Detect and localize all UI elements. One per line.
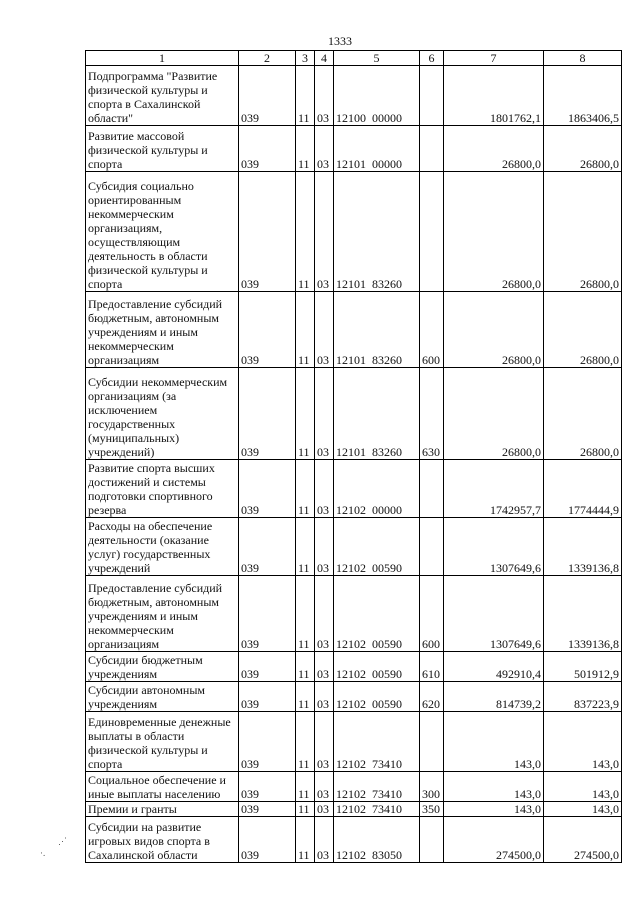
expense-type-cell: 350 xyxy=(420,802,444,817)
admin-code-cell: 039 xyxy=(239,682,296,712)
table-row xyxy=(86,460,622,518)
expense-type-cell xyxy=(420,66,444,126)
section-cell: 11 xyxy=(296,652,315,682)
table-row xyxy=(86,368,622,460)
admin-code-cell: 039 xyxy=(239,126,296,172)
header-cell: 5 xyxy=(334,51,420,66)
row-name-cell: Субсидии автономным учреждениям xyxy=(86,682,239,712)
row-name-cell: Субсидии бюджетным учреждениям xyxy=(86,652,239,682)
table-row xyxy=(86,772,622,802)
row-name-cell: Социальное обеспечение и иные выплаты населению xyxy=(86,772,239,802)
subsection-cell: 03 xyxy=(315,712,334,772)
header-row xyxy=(86,51,622,66)
section-cell: 11 xyxy=(296,172,315,292)
amount-year2-cell: 26800,0 xyxy=(544,172,622,292)
target-article-cell: 12102 83050 xyxy=(334,817,420,863)
admin-code-cell: 039 xyxy=(239,576,296,652)
section-cell: 11 xyxy=(296,772,315,802)
target-article-cell: 12102 73410 xyxy=(334,802,420,817)
admin-code-cell: 039 xyxy=(239,712,296,772)
target-article-cell: 12102 73410 xyxy=(334,712,420,772)
amount-year1-cell: 1801762,1 xyxy=(444,66,544,126)
row-name-cell: Предоставление субсидий бюджетным, автономным учреждениям и иным некоммерческим организациям xyxy=(86,292,239,368)
target-article-cell: 12102 00590 xyxy=(334,682,420,712)
table-row xyxy=(86,712,622,772)
amount-year2-cell: 143,0 xyxy=(544,772,622,802)
section-cell: 11 xyxy=(296,66,315,126)
page-number: 1333 xyxy=(328,34,352,48)
amount-year1-cell: 814739,2 xyxy=(444,682,544,712)
subsection-cell: 03 xyxy=(315,652,334,682)
amount-year2-cell: 143,0 xyxy=(544,712,622,772)
target-article-cell: 12101 83260 xyxy=(334,292,420,368)
budget-table xyxy=(85,50,622,863)
table-row xyxy=(86,126,622,172)
scan-artifact: ⋰ xyxy=(58,836,67,846)
header-cell: 1 xyxy=(86,51,239,66)
expense-type-cell xyxy=(420,817,444,863)
admin-code-cell: 039 xyxy=(239,518,296,576)
section-cell: 11 xyxy=(296,802,315,817)
subsection-cell: 03 xyxy=(315,172,334,292)
amount-year1-cell: 1742957,7 xyxy=(444,460,544,518)
amount-year1-cell: 143,0 xyxy=(444,712,544,772)
expense-type-cell xyxy=(420,172,444,292)
admin-code-cell: 039 xyxy=(239,292,296,368)
amount-year2-cell: 143,0 xyxy=(544,802,622,817)
target-article-cell: 12101 83260 xyxy=(334,172,420,292)
amount-year1-cell: 26800,0 xyxy=(444,368,544,460)
header-cell: 2 xyxy=(239,51,296,66)
admin-code-cell: 039 xyxy=(239,817,296,863)
subsection-cell: 03 xyxy=(315,802,334,817)
row-name-cell: Предоставление субсидий бюджетным, автономным учреждениям и иным некоммерческим организациям xyxy=(86,576,239,652)
section-cell: 11 xyxy=(296,460,315,518)
amount-year2-cell: 501912,9 xyxy=(544,652,622,682)
amount-year2-cell: 26800,0 xyxy=(544,368,622,460)
table-row xyxy=(86,817,622,863)
amount-year1-cell: 1307649,6 xyxy=(444,576,544,652)
admin-code-cell: 039 xyxy=(239,368,296,460)
subsection-cell: 03 xyxy=(315,292,334,368)
table-row xyxy=(86,576,622,652)
amount-year2-cell: 1339136,8 xyxy=(544,518,622,576)
row-name-cell: Подпрограмма "Развитие физической культуры и спорта в Сахалинской области" xyxy=(86,66,239,126)
admin-code-cell: 039 xyxy=(239,652,296,682)
amount-year2-cell: 1339136,8 xyxy=(544,576,622,652)
section-cell: 11 xyxy=(296,292,315,368)
amount-year1-cell: 274500,0 xyxy=(444,817,544,863)
expense-type-cell xyxy=(420,518,444,576)
table-row xyxy=(86,66,622,126)
row-name-cell: Субсидии некоммерческим организациям (за исключением государственных (муниципальных) учреждений) xyxy=(86,368,239,460)
amount-year1-cell: 26800,0 xyxy=(444,172,544,292)
header-cell: 8 xyxy=(544,51,622,66)
target-article-cell: 12102 00000 xyxy=(334,460,420,518)
target-article-cell: 12102 00590 xyxy=(334,518,420,576)
subsection-cell: 03 xyxy=(315,682,334,712)
subsection-cell: 03 xyxy=(315,772,334,802)
table-row xyxy=(86,802,622,817)
target-article-cell: 12102 73410 xyxy=(334,772,420,802)
row-name-cell: Субсидии на развитие игровых видов спорта в Сахалинской области xyxy=(86,817,239,863)
table-row xyxy=(86,292,622,368)
target-article-cell: 12102 00590 xyxy=(334,652,420,682)
section-cell: 11 xyxy=(296,712,315,772)
expense-type-cell xyxy=(420,126,444,172)
subsection-cell: 03 xyxy=(315,460,334,518)
row-name-cell: Премии и гранты xyxy=(86,802,239,817)
expense-type-cell: 610 xyxy=(420,652,444,682)
expense-type-cell xyxy=(420,460,444,518)
header-cell: 6 xyxy=(420,51,444,66)
expense-type-cell: 620 xyxy=(420,682,444,712)
subsection-cell: 03 xyxy=(315,368,334,460)
header-cell: 7 xyxy=(444,51,544,66)
table-row xyxy=(86,682,622,712)
target-article-cell: 12101 00000 xyxy=(334,126,420,172)
admin-code-cell: 039 xyxy=(239,460,296,518)
header-cell: 3 xyxy=(296,51,315,66)
table-row xyxy=(86,518,622,576)
row-name-cell: Единовременные денежные выплаты в области физической культуры и спорта xyxy=(86,712,239,772)
section-cell: 11 xyxy=(296,576,315,652)
table-row xyxy=(86,172,622,292)
row-name-cell: Развитие спорта высших достижений и системы подготовки спортивного резерва xyxy=(86,460,239,518)
row-name-cell: Развитие массовой физической культуры и спорта xyxy=(86,126,239,172)
admin-code-cell: 039 xyxy=(239,802,296,817)
row-name-cell: Субсидия социально ориентированным некоммерческим организациям, осуществляющим деятельность в области физической культуры и спорта xyxy=(86,172,239,292)
target-article-cell: 12101 83260 xyxy=(334,368,420,460)
amount-year2-cell: 274500,0 xyxy=(544,817,622,863)
admin-code-cell: 039 xyxy=(239,772,296,802)
expense-type-cell: 600 xyxy=(420,576,444,652)
section-cell: 11 xyxy=(296,518,315,576)
table-row xyxy=(86,652,622,682)
amount-year2-cell: 837223,9 xyxy=(544,682,622,712)
subsection-cell: 03 xyxy=(315,518,334,576)
subsection-cell: 03 xyxy=(315,126,334,172)
amount-year1-cell: 143,0 xyxy=(444,802,544,817)
target-article-cell: 12100 00000 xyxy=(334,66,420,126)
amount-year2-cell: 26800,0 xyxy=(544,292,622,368)
scan-artifact: ·. xyxy=(40,848,46,858)
expense-type-cell xyxy=(420,712,444,772)
amount-year1-cell: 1307649,6 xyxy=(444,518,544,576)
amount-year1-cell: 26800,0 xyxy=(444,292,544,368)
header-cell: 4 xyxy=(315,51,334,66)
admin-code-cell: 039 xyxy=(239,66,296,126)
row-name-cell: Расходы на обеспечение деятельности (оказание услуг) государственных учреждений xyxy=(86,518,239,576)
subsection-cell: 03 xyxy=(315,576,334,652)
amount-year2-cell: 1863406,5 xyxy=(544,66,622,126)
expense-type-cell: 630 xyxy=(420,368,444,460)
admin-code-cell: 039 xyxy=(239,172,296,292)
subsection-cell: 03 xyxy=(315,66,334,126)
section-cell: 11 xyxy=(296,817,315,863)
subsection-cell: 03 xyxy=(315,817,334,863)
amount-year1-cell: 26800,0 xyxy=(444,126,544,172)
target-article-cell: 12102 00590 xyxy=(334,576,420,652)
expense-type-cell: 300 xyxy=(420,772,444,802)
amount-year1-cell: 143,0 xyxy=(444,772,544,802)
amount-year1-cell: 492910,4 xyxy=(444,652,544,682)
expense-type-cell: 600 xyxy=(420,292,444,368)
section-cell: 11 xyxy=(296,126,315,172)
amount-year2-cell: 1774444,9 xyxy=(544,460,622,518)
section-cell: 11 xyxy=(296,682,315,712)
section-cell: 11 xyxy=(296,368,315,460)
amount-year2-cell: 26800,0 xyxy=(544,126,622,172)
